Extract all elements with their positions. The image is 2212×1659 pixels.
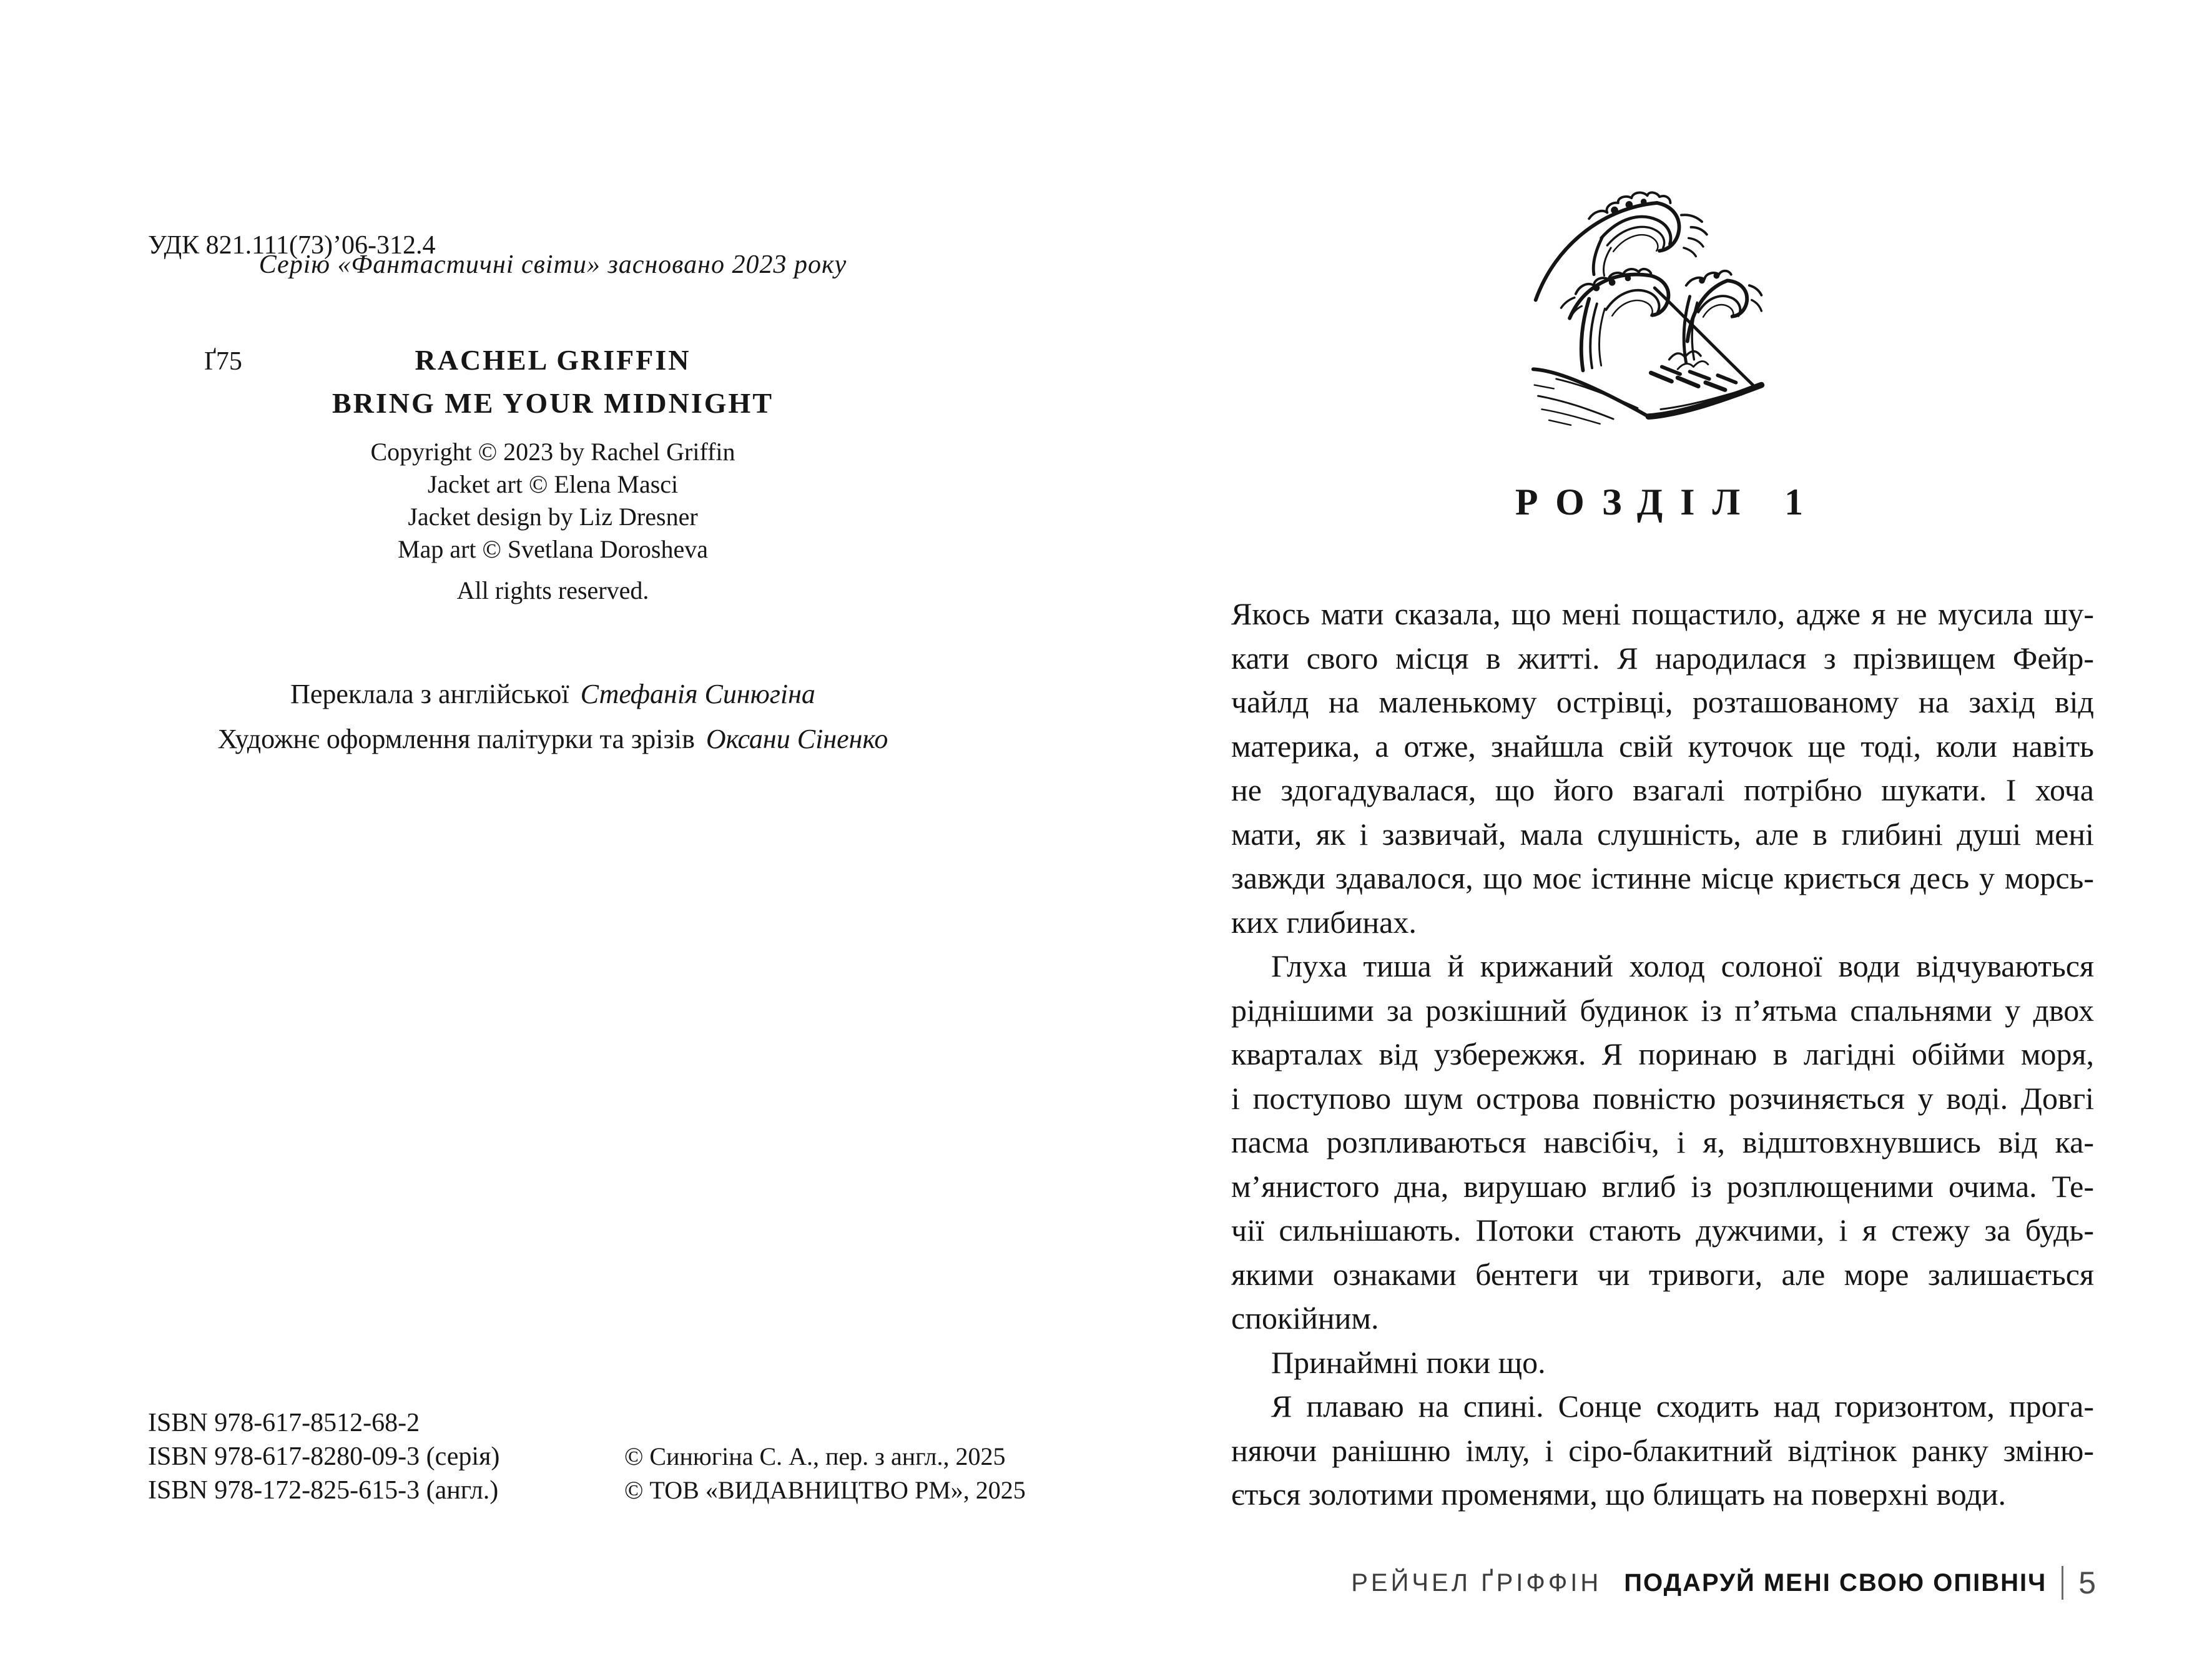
rights-line: All rights reserved. bbox=[456, 576, 649, 604]
copyright-lines bbox=[0, 436, 1106, 566]
footer-book-title: ПОДАРУЙ МЕНІ СВОЮ ОПІВНІЧ bbox=[1624, 1568, 2047, 1597]
original-title: BRING ME YOUR MIDNIGHT bbox=[332, 387, 774, 419]
copyright-notices bbox=[624, 1440, 1026, 1507]
body-line: і поступово шум острова повністю розчиняється у воді. Довгі bbox=[1231, 1080, 2094, 1116]
designer-name: Оксани Сіненко bbox=[705, 724, 888, 754]
translator-label: Переклала з англійської bbox=[290, 679, 569, 709]
designer-label: Художнє оформлення палітурки та зрізів bbox=[217, 724, 695, 754]
running-footer bbox=[1351, 1565, 2096, 1601]
text-line: Jacket design by Liz Dresner bbox=[408, 503, 698, 531]
chapter-title: РОЗДІЛ 1 bbox=[1515, 481, 1821, 523]
text-line: © Синюгіна С. А., пер. з англ., 2025 bbox=[624, 1442, 1006, 1470]
text-line: Copyright © 2023 by Rachel Griffin bbox=[370, 438, 735, 466]
body-line: завжди здавалося, що моє істинне місце криється десь у морсь- bbox=[1231, 860, 2094, 895]
text-line: ISBN 978-617-8512-68-2 bbox=[148, 1409, 420, 1437]
body-line: спокійним. bbox=[1231, 1301, 1379, 1336]
page-number: 5 bbox=[2078, 1565, 2096, 1600]
translator-name: Стефанія Синюгіна bbox=[580, 679, 815, 709]
footer-author: РЕЙЧЕЛ ҐРІФФІН bbox=[1351, 1568, 1602, 1597]
body-line: кварталах від узбережжя. Я поринаю в лагідні обійми моря, bbox=[1231, 1036, 2094, 1071]
body-line: м’янистого дна, вирушаю вглиб із розплющеними очима. Те- bbox=[1231, 1168, 2094, 1204]
series-note: Серію «Фантастичні світи» засновано 2023 року bbox=[258, 250, 847, 279]
body-line: чайлд на маленькому острівці, розташованому на захід від bbox=[1231, 684, 2094, 719]
body-line: ється золотими променями, що блищать на поверхні води. bbox=[1231, 1477, 2007, 1512]
body-line: ких глибинах. bbox=[1231, 904, 1417, 940]
body-line: Якось мати сказала, що мені пощастило, адже я не мусила шу- bbox=[1231, 596, 2094, 631]
body-line: мати, як і зазвичай, мала слушність, але в глибині душі мені bbox=[1231, 816, 2094, 852]
translator-credit bbox=[0, 678, 1106, 710]
body-line: кати свого місця в житті. Я народилася з прізвищем Фейр- bbox=[1231, 640, 2094, 676]
imprint-block bbox=[0, 343, 1106, 605]
original-author: RACHEL GRIFFIN bbox=[415, 344, 691, 376]
body-line: Я плаваю на спині. Сонце сходить над горизонтом, прога- bbox=[1271, 1389, 2094, 1424]
chapter-page bbox=[1106, 0, 2212, 1659]
designer-credit bbox=[0, 723, 1106, 755]
waves-illustration-icon bbox=[1528, 186, 1768, 436]
text-line: ISBN 978-617-8280-09-3 (серія) bbox=[148, 1442, 500, 1471]
body-line: Глуха тиша й крижаний холод солоної води відчуваються bbox=[1271, 948, 2094, 983]
udk-code: Ґ75 bbox=[204, 347, 242, 376]
body-line: ріднішими за розкішний будинок із п’ятьма спальнями у двох bbox=[1231, 992, 2094, 1028]
body-line: пасма розпливаються навсібіч, і я, відштовхнувшись від ка- bbox=[1231, 1125, 2094, 1159]
body-line: чії сильнішають. Потоки стають дужчими, і я стежу за будь- bbox=[1231, 1213, 2094, 1248]
body-text bbox=[1231, 592, 2094, 1517]
isbn-block bbox=[148, 1406, 499, 1507]
text-line: ISBN 978-172-825-615-3 (англ.) bbox=[148, 1476, 499, 1505]
body-line: материка, а отже, знайшла свій куточок ще тоді, коли навіть bbox=[1231, 728, 2094, 764]
text-line: Map art © Svetlana Dorosheva bbox=[398, 535, 708, 563]
body-line: не здогадувалася, що його взагалі потрібно шукати. І хоча bbox=[1231, 772, 2094, 807]
body-line: якими ознаками бентеги чи тривоги, але море залишається bbox=[1231, 1256, 2094, 1292]
text-line: © ТОВ «ВИДАВНИЦТВО РМ», 2025 bbox=[624, 1476, 1026, 1504]
body-line: няючи ранішню імлу, і сіро-блакитний відтінок ранку зміню- bbox=[1231, 1432, 2094, 1468]
text-line: Jacket art © Elena Masci bbox=[427, 470, 679, 498]
body-line: Принаймні поки що. bbox=[1271, 1344, 1546, 1380]
footer-divider bbox=[2062, 1566, 2063, 1600]
udk-line: УДК 821.111(73)’06-312.4 bbox=[148, 231, 436, 260]
